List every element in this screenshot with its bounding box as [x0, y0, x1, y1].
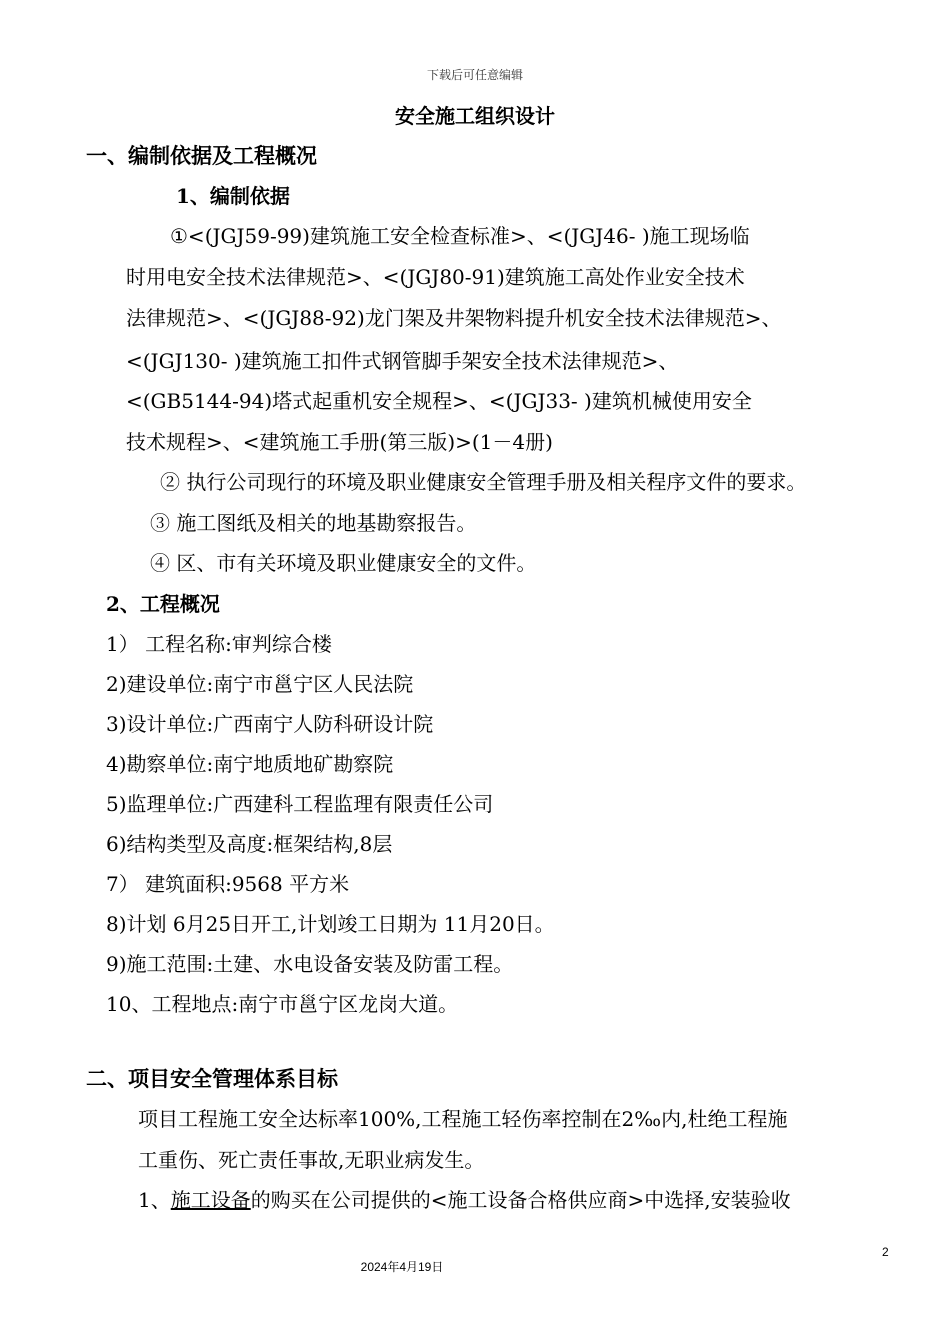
overview-item: 9)施工范围:土建、水电设备安装及防雷工程。 — [106, 952, 514, 976]
overview-item: 1） 工程名称:审判综合楼 — [106, 632, 332, 656]
basis-line-5: <(GB5144-94)塔式起重机安全规程>、<(JGJ33- )建筑机械使用安全 — [126, 389, 752, 413]
overview-item: 8)计划 6月25日开工,计划竣工日期为 11月20日。 — [106, 912, 555, 936]
section-1-heading: 一、编制依据及工程概况 — [86, 143, 317, 168]
overview-item: 3)设计单位:广西南宁人防科研设计院 — [106, 712, 434, 736]
subsection-basis-heading: 1、编制依据 — [176, 184, 290, 208]
overview-item: 7） 建筑面积:9568 平方米 — [106, 872, 350, 896]
section-2-heading: 二、项目安全管理体系目标 — [86, 1066, 338, 1091]
page-header: 下载后可任意编辑 — [426, 68, 523, 82]
document-title: 安全施工组织设计 — [395, 104, 555, 128]
basis-line-6: 技术规程>、<建筑施工手册(第三版)>(1－4册) — [126, 430, 553, 454]
overview-item: 10、工程地点:南宁市邕宁区龙岗大道。 — [106, 992, 459, 1016]
page-number: 2 — [882, 1245, 889, 1259]
basis-line-2: 时用电安全技术法律规范>、<(JGJ80-91)建筑施工高处作业安全技术 — [126, 265, 745, 289]
goal-paragraph-line-2: 工重伤、死亡责任事故,无职业病发生。 — [138, 1148, 485, 1172]
overview-item: 2)建设单位:南宁市邕宁区人民法院 — [106, 672, 414, 696]
basis-line-4: <(JGJ130- )建筑施工扣件式钢管脚手架安全技术法律规范>、 — [126, 349, 679, 373]
goal-item-1-text: 的购买在公司提供的<施工设备合格供应商>中选择,安装验收 — [250, 1188, 791, 1212]
basis-line-1: ①<(JGJ59-99)建筑施工安全检查标准>、<(JGJ46- )施工现场临 — [170, 224, 750, 248]
overview-item: 5)监理单位:广西建科工程监理有限责任公司 — [106, 792, 494, 816]
footer-date: 2024年4月19日 — [360, 1260, 444, 1274]
basis-item-4: ④ 区、市有关环境及职业健康安全的文件。 — [150, 551, 537, 575]
goal-item-1 — [138, 1184, 791, 1213]
overview-item: 4)勘察单位:南宁地质地矿勘察院 — [106, 752, 394, 776]
basis-item-3: ③ 施工图纸及相关的地基勘察报告。 — [150, 511, 477, 535]
goal-paragraph-line-1: 项目工程施工安全达标率100%,工程施工轻伤率控制在2‰内,杜绝工程施 — [138, 1107, 788, 1131]
equipment-link-text: 施工设备 — [170, 1188, 251, 1212]
overview-item: 6)结构类型及高度:框架结构,8层 — [106, 832, 393, 856]
goal-item-1-prefix: 1、 — [138, 1188, 171, 1212]
basis-item-2: ② 执行公司现行的环境及职业健康安全管理手册及相关程序文件的要求。 — [160, 470, 807, 494]
basis-line-3: 法律规范>、<(JGJ88-92)龙门架及井架物料提升机安全技术法律规范>、 — [126, 306, 782, 330]
subsection-overview-heading: 2、工程概况 — [106, 592, 220, 616]
